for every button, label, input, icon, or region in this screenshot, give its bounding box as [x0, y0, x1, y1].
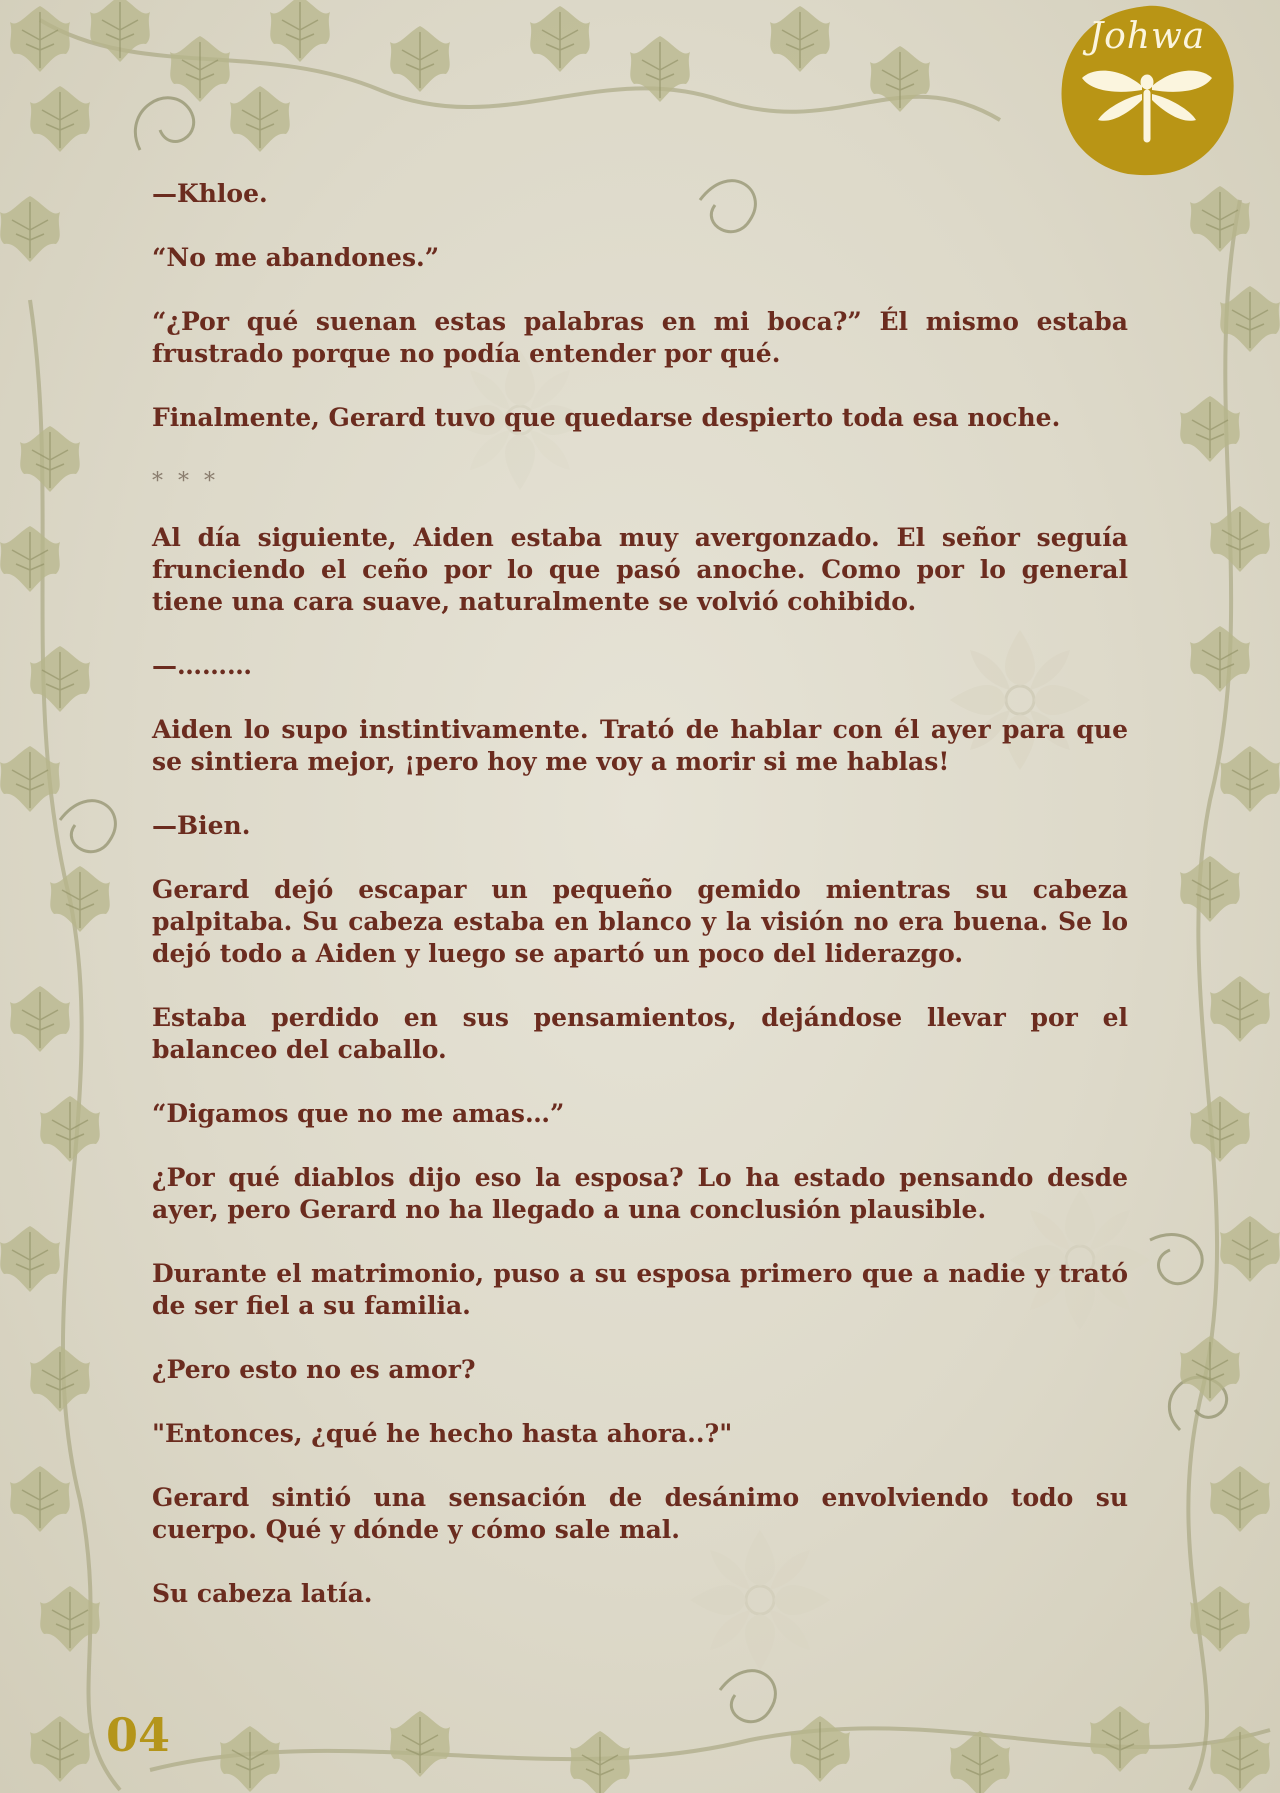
logo-text: Johwa: [1088, 16, 1206, 57]
paragraph: Al día siguiente, Aiden estaba muy avergonzado. El señor seguía frunciendo el ceño por lo que pasó anoche. Como por lo general tiene una cara suave, naturalmente se volvió cohibido.: [152, 523, 1128, 616]
paragraph: —Bien.: [152, 811, 251, 840]
paragraph: "Entonces, ¿qué he hecho hasta ahora..?": [152, 1419, 733, 1448]
paragraph: Aiden lo supo instintivamente. Trató de hablar con él ayer para que se sintiera mejor, ¡pero hoy me voy a morir si me hablas!: [152, 715, 1128, 776]
paragraph: Su cabeza latía.: [152, 1579, 373, 1608]
paragraph: Gerard dejó escapar un pequeño gemido mientras su cabeza palpitaba. Su cabeza estaba en blanco y la visión no era buena. Se lo dejó todo a Aiden y luego se apartó un poco del liderazgo.: [152, 875, 1128, 968]
scene-separator: * * *: [152, 469, 219, 494]
paragraph: Estaba perdido en sus pensamientos, dejándose llevar por el balanceo del caballo.: [152, 1003, 1128, 1064]
paragraph: Gerard sintió una sensación de desánimo envolviendo todo su cuerpo. Qué y dónde y cómo sale mal.: [152, 1483, 1128, 1544]
paragraph: “Digamos que no me amas…”: [152, 1099, 565, 1128]
paragraph: —………: [152, 651, 252, 680]
paragraph: “No me abandones.”: [152, 243, 440, 272]
paragraph: —Khloe.: [152, 179, 268, 208]
text-content: [152, 178, 1128, 1642]
paragraph: Durante el matrimonio, puso a su esposa primero que a nadie y trató de ser fiel a su familia.: [152, 1259, 1128, 1320]
page-number: 04: [106, 1708, 171, 1762]
johwa-logo: [1058, 2, 1236, 178]
paragraph: ¿Por qué diablos dijo eso la esposa? Lo ha estado pensando desde ayer, pero Gerard no ha llegado a una conclusión plausible.: [152, 1163, 1128, 1224]
paragraph: ¿Pero esto no es amor?: [152, 1355, 476, 1384]
paragraph: “¿Por qué suenan estas palabras en mi boca?” Él mismo estaba frustrado porque no podía entender por qué.: [152, 307, 1128, 368]
paragraph: Finalmente, Gerard tuvo que quedarse despierto toda esa noche.: [152, 403, 1061, 432]
